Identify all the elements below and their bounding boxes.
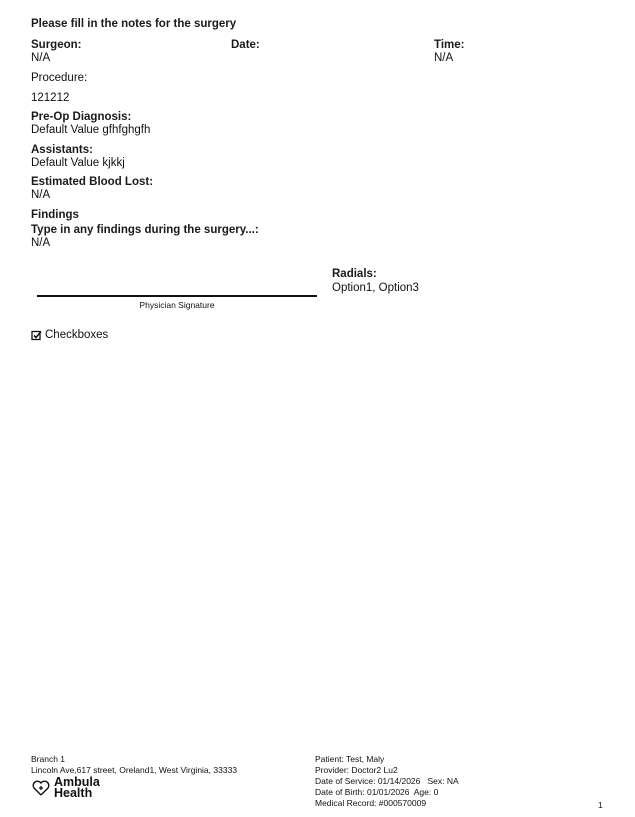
- signature-line: [37, 295, 317, 297]
- ambula-health-logo: [31, 777, 100, 799]
- assistants-value: Default Value kjkkj: [31, 157, 125, 169]
- date-label: Date:: [231, 39, 260, 51]
- checkboxes-label: Checkboxes: [45, 329, 109, 341]
- branch-address: Lincoln Ave,617 street, Oreland1, West Virginia, 33333: [31, 765, 238, 775]
- date-of-service: Date of Service: 01/14/2026 Sex: NA: [315, 776, 459, 786]
- radials-label: Radials:: [332, 268, 377, 280]
- preop-label: Pre-Op Diagnosis:: [31, 111, 132, 123]
- signature-label: Physician Signature: [139, 300, 215, 310]
- date-of-birth: Date of Birth: 01/01/2026 Age: 0: [315, 787, 439, 797]
- time-label: Time:: [434, 39, 465, 51]
- blood-lost-label: Estimated Blood Lost:: [31, 176, 154, 188]
- blood-lost-value: N/A: [31, 189, 51, 201]
- provider-name: Provider: Doctor2 Lu2: [315, 765, 398, 775]
- radials-value: Option1, Option3: [332, 282, 419, 294]
- branch-name: Branch 1: [31, 754, 66, 764]
- preop-value: Default Value gfhfghgfh: [31, 124, 151, 136]
- surgeon-value: N/A: [31, 52, 51, 64]
- heart-logo-icon: [31, 779, 51, 797]
- checkboxes-field: [31, 329, 108, 342]
- logo-line1: Ambula: [54, 775, 100, 789]
- logo-line2: Health: [54, 786, 93, 800]
- procedure-label: Procedure:: [31, 72, 88, 84]
- time-value: N/A: [434, 52, 454, 64]
- checkbox-checked-icon: [31, 330, 42, 341]
- medical-record: Medical Record: #000570009: [315, 798, 427, 808]
- procedure-value: 121212: [31, 92, 70, 104]
- findings-value: N/A: [31, 237, 51, 249]
- findings-label: Type in any findings during the surgery...:: [31, 224, 259, 236]
- assistants-label: Assistants:: [31, 144, 93, 156]
- page-number: 1: [598, 800, 603, 810]
- form-title: Please fill in the notes for the surgery: [31, 18, 237, 30]
- findings-heading: Findings: [31, 209, 79, 221]
- patient-name: Patient: Test, Maly: [315, 754, 385, 764]
- surgeon-label: Surgeon:: [31, 39, 82, 51]
